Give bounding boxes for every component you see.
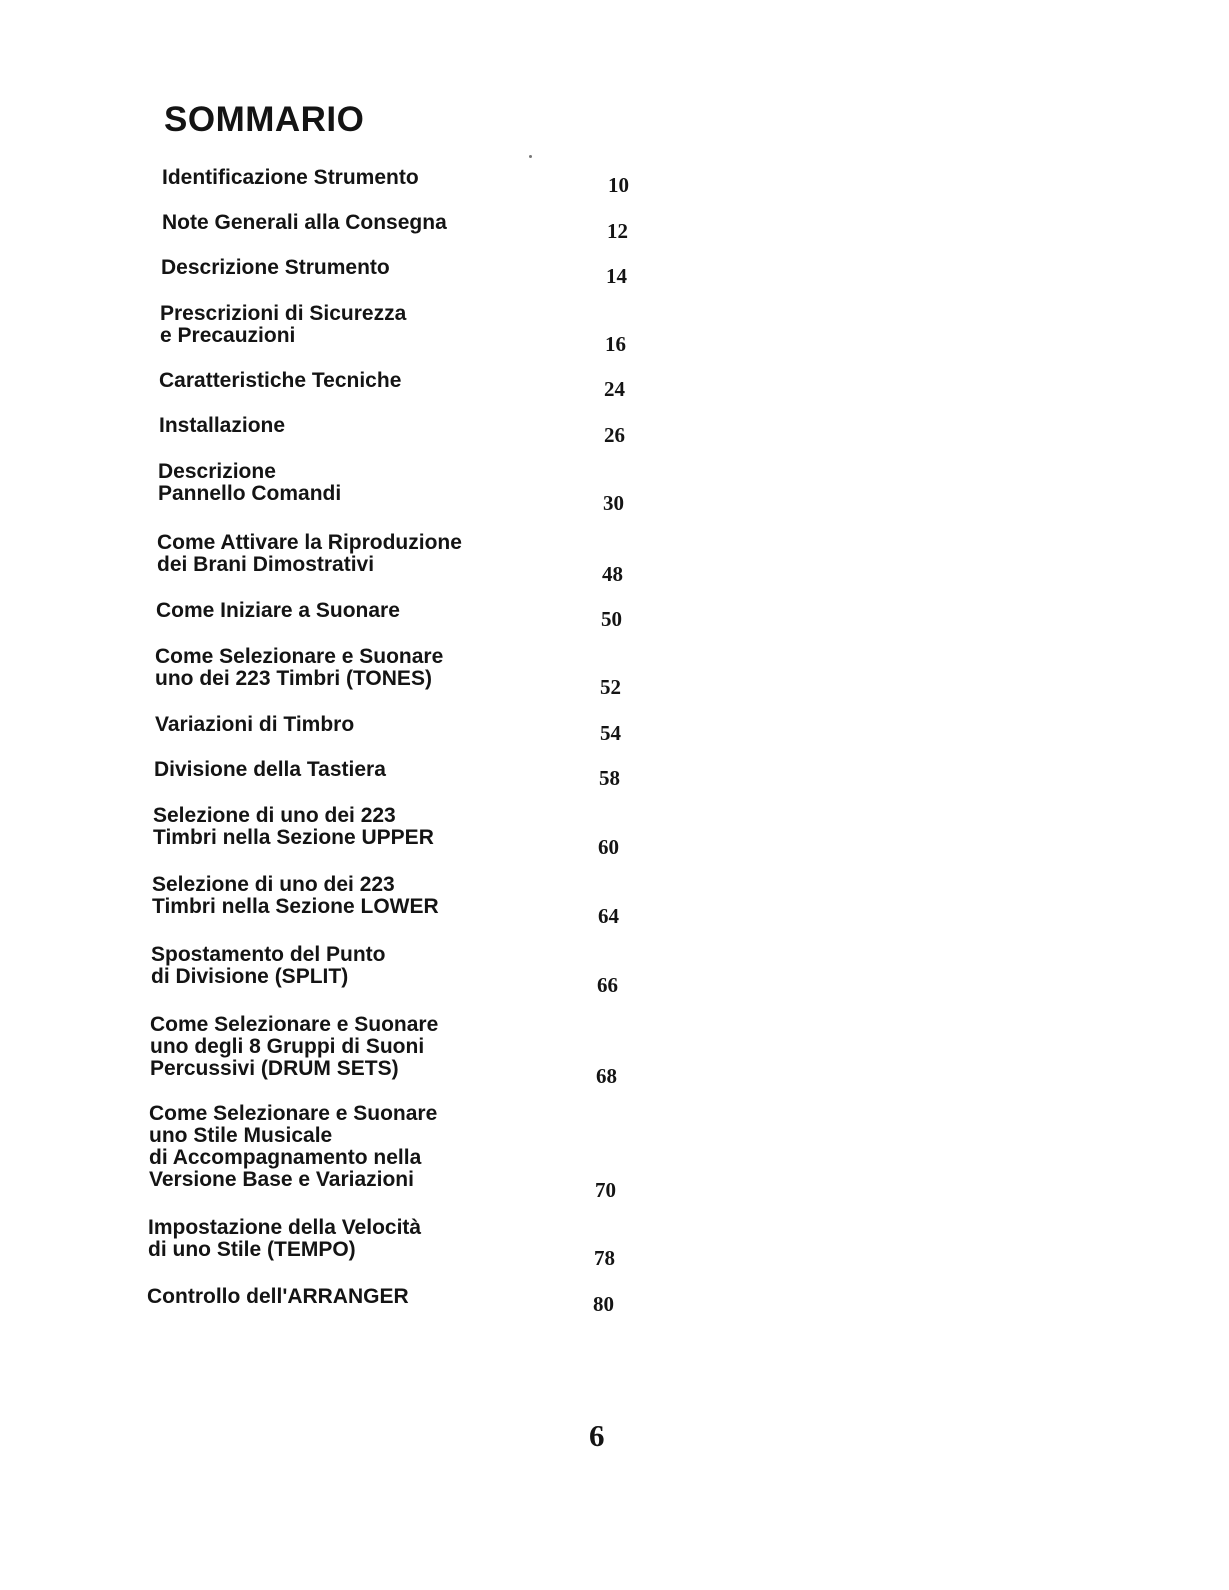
page-title: SOMMARIO [164, 100, 365, 139]
toc-entry [155, 646, 655, 706]
toc-entry [157, 532, 657, 592]
toc-entry-title: Come Attivare la Riproduzione dei Brani Dimostrativi [157, 531, 462, 576]
toc-entry-page: 24 [604, 377, 625, 401]
toc-entry [148, 1217, 648, 1277]
toc-entry-title: Descrizione Strumento [161, 256, 390, 279]
toc-entry [150, 1014, 650, 1104]
toc-entry-page: 26 [604, 423, 625, 447]
toc-entry-title: Divisione della Tastiera [154, 758, 386, 781]
toc-entry [153, 805, 653, 865]
toc-entry-title: Come Iniziare a Suonare [156, 599, 400, 622]
toc-entry-title: Selezione di uno dei 223 Timbri nella Sezione UPPER [153, 804, 434, 849]
toc-entry-page: 64 [598, 904, 619, 928]
toc-entry [151, 944, 651, 1004]
toc-entry [160, 303, 660, 363]
toc-entry-page: 58 [599, 766, 620, 790]
toc-entry [158, 461, 658, 521]
toc-entry-page: 48 [602, 562, 623, 586]
toc-entry-page: 30 [603, 491, 624, 515]
toc-entry-page: 12 [607, 219, 628, 243]
toc-entry-page: 54 [600, 721, 621, 745]
toc-entry-page: 16 [605, 332, 626, 356]
scan-speck [529, 155, 532, 158]
toc-entry-page: 52 [600, 675, 621, 699]
toc-entry-page: 14 [606, 264, 627, 288]
toc-entry-title: Variazioni di Timbro [155, 713, 355, 736]
toc-entry [152, 874, 652, 934]
toc-entry-title: Impostazione della Velocità di uno Stile (TEMPO) [148, 1216, 422, 1261]
toc-entry-page: 10 [608, 173, 629, 197]
toc-entry-title: Come Selezionare e Suonare uno dei 223 Timbri (TONES) [155, 645, 444, 690]
toc-entry-title: Come Selezionare e Suonare uno degli 8 Gruppi di Suoni Percussivi (DRUM SETS) [150, 1013, 439, 1080]
toc-entry-title: Controllo dell'ARRANGER [147, 1285, 409, 1308]
toc-entry-page: 60 [598, 835, 619, 859]
toc-entry-title: Spostamento del Punto di Divisione (SPLIT) [151, 943, 386, 988]
toc-entry-title: Identificazione Strumento [162, 166, 419, 189]
toc-entry-title: Installazione [159, 414, 286, 437]
toc-entry-page: 78 [594, 1246, 615, 1270]
toc-entry-page: 80 [593, 1292, 614, 1316]
toc-entry-title: Come Selezionare e Suonare uno Stile Musicale di Accompagnamento nella Versione Base e Variazioni [149, 1102, 438, 1191]
toc-entry-page: 70 [595, 1178, 616, 1202]
page-number: 6 [589, 1418, 605, 1453]
toc-entry-title: Descrizione Pannello Comandi [158, 460, 342, 505]
toc-entry-title: Prescrizioni di Sicurezza e Precauzioni [160, 302, 407, 347]
toc-entry-title: Caratteristiche Tecniche [159, 369, 402, 392]
toc-entry [147, 1286, 647, 1346]
toc-entry-page: 66 [597, 973, 618, 997]
toc-entry-title: Selezione di uno dei 223 Timbri nella Sezione LOWER [152, 873, 439, 918]
toc-entry-page: 68 [596, 1064, 617, 1088]
toc-entry-page: 50 [601, 607, 622, 631]
toc-entry [149, 1103, 649, 1213]
toc-entry-title: Note Generali alla Consegna [162, 211, 447, 234]
